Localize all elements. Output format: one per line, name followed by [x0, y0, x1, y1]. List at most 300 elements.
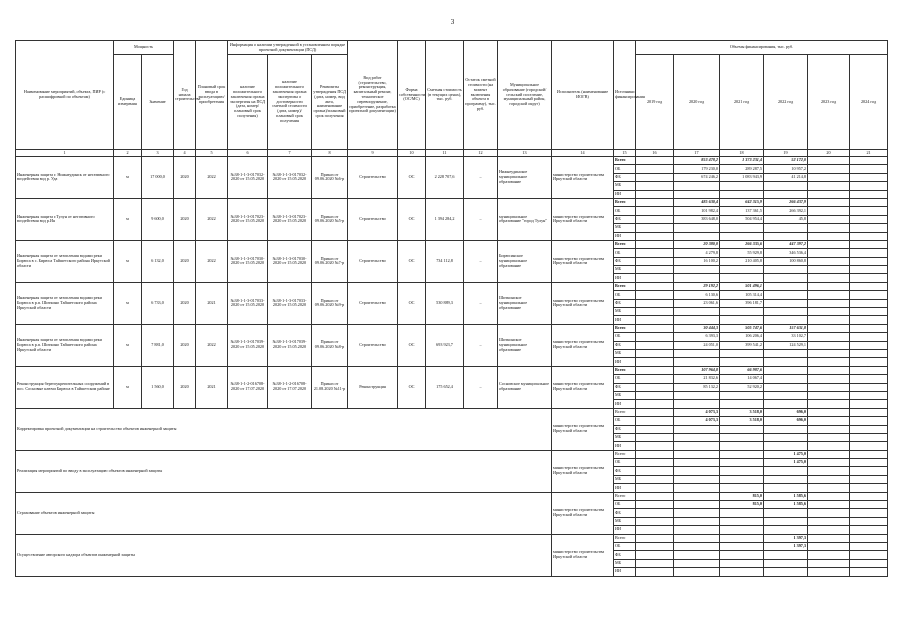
value-2019 — [636, 190, 674, 198]
value-2024 — [850, 341, 888, 349]
funding-source: МБ — [614, 391, 636, 399]
value-2024 — [850, 274, 888, 282]
value-2024 — [850, 157, 888, 165]
value-2022 — [764, 509, 808, 517]
value-2021 — [720, 559, 764, 567]
object-expertise: №38-1-1-2-016708-2020 от 17.07.2020 — [228, 366, 268, 408]
object-end-year: 2022 — [196, 157, 228, 199]
object-unit: м — [114, 324, 142, 366]
value-2020: 30 444,3 — [674, 324, 720, 332]
value-2023 — [808, 375, 850, 383]
program-table — [15, 40, 888, 577]
value-2021 — [720, 450, 764, 458]
object-executor: министерство строительства Иркутской области — [552, 240, 614, 282]
funding-source: Всего — [614, 450, 636, 458]
value-2024 — [850, 308, 888, 316]
value-2023 — [808, 450, 850, 458]
object-work-type: Строительство — [348, 198, 398, 240]
object-unit: м — [114, 366, 142, 408]
value-2022: 696,0 — [764, 408, 808, 416]
value-2021 — [720, 308, 764, 316]
value-2021: 289 287,5 — [720, 165, 764, 173]
value-2022 — [764, 349, 808, 357]
value-2021: 396 181,7 — [720, 299, 764, 307]
column-number: 15 — [614, 150, 636, 157]
value-2019 — [636, 266, 674, 274]
value-2019 — [636, 249, 674, 257]
table-row — [16, 240, 888, 248]
column-number: 2 — [114, 150, 142, 157]
object-smeta: №38-1-1-3-017033-2020 от 15.05.2020 — [268, 282, 312, 324]
column-number: 9 — [348, 150, 398, 157]
value-2024 — [850, 207, 888, 215]
object-name: Инженерная защита г.Тулун от негативного воздействия вод р.Ия — [16, 198, 114, 240]
source-header: Источники финансирования — [614, 41, 636, 150]
year-header: 2020 год — [674, 55, 720, 150]
value-2023 — [808, 215, 850, 223]
object-smeta: №38-1-1-3-017030-2020 от 15.05.2020 — [268, 240, 312, 282]
value-2021 — [720, 526, 764, 534]
value-2020 — [674, 442, 720, 450]
value-2019 — [636, 492, 674, 500]
value-2024 — [850, 366, 888, 374]
object-rest: – — [464, 282, 498, 324]
object-start-year: 2020 — [174, 198, 196, 240]
funding-source: ОБ — [614, 291, 636, 299]
value-2022 — [764, 291, 808, 299]
funding-source: МБ — [614, 559, 636, 567]
value-2019 — [636, 517, 674, 525]
table-row — [16, 366, 888, 374]
value-2020: 20 380,0 — [674, 240, 720, 248]
value-2023 — [808, 198, 850, 206]
value-2024 — [850, 316, 888, 324]
value-2019 — [636, 467, 674, 475]
object-ownership: ОС — [398, 366, 426, 408]
value-2024 — [850, 349, 888, 357]
object-executor: министерство строительства Иркутской области — [552, 366, 614, 408]
value-2022 — [764, 282, 808, 290]
value-2022: 33 102,7 — [764, 333, 808, 341]
object-ownership: ОС — [398, 282, 426, 324]
object-capacity: 7 881,0 — [142, 324, 174, 366]
value-2020 — [674, 467, 720, 475]
approval-header: Реквизиты утверждения ПСД (дата, номер, вид акта, наименование органа)/плановый срок получения — [312, 55, 348, 150]
value-2021 — [720, 232, 764, 240]
value-2022 — [764, 383, 808, 391]
value-2024 — [850, 559, 888, 567]
value-2024 — [850, 509, 888, 517]
object-name: Реконструкция берегоукрепительных сооружений в пос. Сосновые ключи Бирюса в Тайшетском районе — [16, 366, 114, 408]
value-2020: 179 230,0 — [674, 165, 720, 173]
value-2023 — [808, 559, 850, 567]
value-2021: 642 315,9 — [720, 198, 764, 206]
value-2024 — [850, 408, 888, 416]
value-2021 — [720, 568, 764, 576]
value-2019 — [636, 450, 674, 458]
value-2024 — [850, 425, 888, 433]
value-2019 — [636, 198, 674, 206]
value-2024 — [850, 517, 888, 525]
value-2020: 674 246,2 — [674, 173, 720, 181]
rest-header: Остаток сметной стоимости (на момент включения объекта в программу), тыс. руб. — [464, 41, 498, 150]
funding-source: ФБ — [614, 551, 636, 559]
table-row — [16, 450, 888, 458]
value-2022 — [764, 559, 808, 567]
value-2023 — [808, 308, 850, 316]
value-2020: 23 061,6 — [674, 299, 720, 307]
object-cost: 734 112,8 — [426, 240, 464, 282]
value-2022: 1 585,6 — [764, 501, 808, 509]
value-2023 — [808, 442, 850, 450]
value-2023 — [808, 383, 850, 391]
funding-source: ИИ — [614, 358, 636, 366]
value-2023 — [808, 224, 850, 232]
value-2023 — [808, 417, 850, 425]
funding-source: ИИ — [614, 232, 636, 240]
value-2020 — [674, 484, 720, 492]
value-2022 — [764, 526, 808, 534]
value-2019 — [636, 534, 674, 542]
value-2019 — [636, 257, 674, 265]
object-name: Инженерная защита от затопления водами реки Бирюса в р.п. Шиткино Тайшетского района Иркутской области — [16, 324, 114, 366]
value-2023 — [808, 249, 850, 257]
column-number: 1 — [16, 150, 114, 157]
value-2024 — [850, 391, 888, 399]
object-municipality: муниципальное образование "город Тулун" — [498, 198, 552, 240]
year-header: 2024 год — [850, 55, 888, 150]
value-2024 — [850, 215, 888, 223]
value-2023 — [808, 475, 850, 483]
value-2023 — [808, 534, 850, 542]
funding-source: ФБ — [614, 383, 636, 391]
value-2024 — [850, 240, 888, 248]
value-2019 — [636, 391, 674, 399]
executor-header: Исполнитель (наименование ИОГВ) — [552, 41, 614, 150]
object-expertise: №38-1-1-3-017033-2020 от 15.05.2020 — [228, 282, 268, 324]
funding-source: МБ — [614, 433, 636, 441]
value-2024 — [850, 526, 888, 534]
value-2021: 106 206,4 — [720, 333, 764, 341]
funding-source: МБ — [614, 517, 636, 525]
value-2022: 266 392,1 — [764, 207, 808, 215]
table-row — [16, 157, 888, 165]
value-2023 — [808, 316, 850, 324]
value-2022 — [764, 391, 808, 399]
value-2021 — [720, 425, 764, 433]
object-start-year: 2020 — [174, 324, 196, 366]
value-2020 — [674, 534, 720, 542]
funding-source: ФБ — [614, 509, 636, 517]
value-2023 — [808, 349, 850, 357]
value-2021: 137 361,5 — [720, 207, 764, 215]
column-number: 8 — [312, 150, 348, 157]
funding-source: МБ — [614, 224, 636, 232]
year-header: 2023 год — [808, 55, 850, 150]
value-2019 — [636, 475, 674, 483]
value-2020 — [674, 450, 720, 458]
value-2020: 853 478,2 — [674, 157, 720, 165]
funding-source: ИИ — [614, 190, 636, 198]
funding-source: ОБ — [614, 375, 636, 383]
object-approval: Приказ от 09.06.2020 №9-р — [312, 282, 348, 324]
value-2021 — [720, 349, 764, 357]
value-2021: 3 518,0 — [720, 417, 764, 425]
value-2020: 107 964,8 — [674, 366, 720, 374]
value-2019 — [636, 551, 674, 559]
funding-source: ОБ — [614, 459, 636, 467]
column-number: 20 — [808, 150, 850, 157]
value-2022 — [764, 433, 808, 441]
value-2020 — [674, 224, 720, 232]
value-2024 — [850, 450, 888, 458]
column-number: 5 — [196, 150, 228, 157]
value-2019 — [636, 240, 674, 248]
column-number: 19 — [764, 150, 808, 157]
value-2024 — [850, 375, 888, 383]
column-numbers-row — [16, 150, 888, 157]
funding-source: ОБ — [614, 165, 636, 173]
value-2021 — [720, 517, 764, 525]
value-2024 — [850, 182, 888, 190]
value-2019 — [636, 224, 674, 232]
value-2024 — [850, 501, 888, 509]
value-2023 — [808, 425, 850, 433]
value-2021: 210 405,8 — [720, 257, 764, 265]
object-municipality: Бирюсинское муниципальное образование — [498, 240, 552, 282]
value-2021 — [720, 467, 764, 475]
value-2021 — [720, 542, 764, 550]
value-2021: 3 518,0 — [720, 408, 764, 416]
object-name: Инженерная защита от затопления водами реки Бирюса в с. Бирюса Тайшетского района Иркутской области — [16, 240, 114, 282]
value-2023 — [808, 274, 850, 282]
object-capacity: 6 132,0 — [142, 240, 174, 282]
value-2019 — [636, 157, 674, 165]
value-2023 — [808, 492, 850, 500]
value-2019 — [636, 232, 674, 240]
value-2021 — [720, 358, 764, 366]
value-2021: 14 067,4 — [720, 375, 764, 383]
funding-source: ОБ — [614, 249, 636, 257]
value-2022: 41 214,8 — [764, 173, 808, 181]
end-year-header: Плановый срок ввода в эксплуатацию/приобретения — [196, 41, 228, 150]
object-unit: м — [114, 157, 142, 199]
value-2019 — [636, 442, 674, 450]
financing-header: Объемы финансирования, тыс. руб. — [636, 41, 888, 55]
funding-source: МБ — [614, 308, 636, 316]
funding-source: Всего — [614, 492, 636, 500]
value-2019 — [636, 542, 674, 550]
year-header: 2022 год — [764, 55, 808, 150]
value-2020: 24 051,0 — [674, 341, 720, 349]
value-2019 — [636, 383, 674, 391]
value-2020: 383 648,0 — [674, 215, 720, 223]
value-2023 — [808, 542, 850, 550]
value-2019 — [636, 341, 674, 349]
object-rest: – — [464, 157, 498, 199]
value-2019 — [636, 425, 674, 433]
value-2020 — [674, 475, 720, 483]
object-cost: 1 394 284,2 — [426, 198, 464, 240]
funding-source: Всего — [614, 157, 636, 165]
value-2019 — [636, 215, 674, 223]
column-number: 7 — [268, 150, 312, 157]
object-end-year: 2021 — [196, 366, 228, 408]
object-approval: Приказ от 09.06.2020 №7-р — [312, 240, 348, 282]
value-2019 — [636, 366, 674, 374]
value-header: Значение — [142, 55, 174, 150]
value-2019 — [636, 417, 674, 425]
value-2020: 6 393,3 — [674, 333, 720, 341]
expertise-header: наличие положительного заключения органа экспертизы на ПСД (дата, номер/плановый срок получения) — [228, 55, 268, 150]
page-number: 3 — [450, 18, 455, 26]
value-2021: 52 920,2 — [720, 383, 764, 391]
value-2021 — [720, 391, 764, 399]
value-2019 — [636, 484, 674, 492]
value-2020: 485 630,4 — [674, 198, 720, 206]
value-2022 — [764, 517, 808, 525]
value-2022 — [764, 442, 808, 450]
value-2023 — [808, 517, 850, 525]
value-2021 — [720, 442, 764, 450]
column-number: 21 — [850, 150, 888, 157]
start-year-header: Год начала строительства — [174, 41, 196, 150]
value-2020: 6 130,6 — [674, 291, 720, 299]
value-2023 — [808, 282, 850, 290]
object-capacity: 17 000,0 — [142, 157, 174, 199]
funding-source: МБ — [614, 349, 636, 357]
object-work-type: Строительство — [348, 282, 398, 324]
value-2022: 696,0 — [764, 417, 808, 425]
object-start-year: 2020 — [174, 282, 196, 324]
value-2019 — [636, 349, 674, 357]
object-smeta: №38-1-1-2-016708-2020 от 17.07.2020 — [268, 366, 312, 408]
value-2022: 124 529,1 — [764, 341, 808, 349]
object-cost: 693 923,7 — [426, 324, 464, 366]
value-2021: 505 747,6 — [720, 324, 764, 332]
table-row — [16, 492, 888, 500]
value-2022: 346 536,4 — [764, 249, 808, 257]
value-2021: 504 954,4 — [720, 215, 764, 223]
object-cost: 2 228 707,6 — [426, 157, 464, 199]
value-2019 — [636, 358, 674, 366]
unit-header: Единица измерения — [114, 55, 142, 150]
funding-source: ФБ — [614, 299, 636, 307]
funding-source: Всего — [614, 240, 636, 248]
funding-source: МБ — [614, 475, 636, 483]
value-2022: 266 437,9 — [764, 198, 808, 206]
object-work-type: Реконструкция — [348, 366, 398, 408]
value-2022: 45,8 — [764, 215, 808, 223]
value-2023 — [808, 257, 850, 265]
table-row — [16, 282, 888, 290]
value-2019 — [636, 333, 674, 341]
value-2023 — [808, 568, 850, 576]
value-2024 — [850, 324, 888, 332]
value-2022: 1 397,3 — [764, 534, 808, 542]
value-2022: 1 475,0 — [764, 450, 808, 458]
value-2024 — [850, 249, 888, 257]
value-2024 — [850, 400, 888, 408]
funding-source: ИИ — [614, 316, 636, 324]
value-2024 — [850, 542, 888, 550]
value-2019 — [636, 568, 674, 576]
funding-source: ФБ — [614, 257, 636, 265]
value-2024 — [850, 232, 888, 240]
activity-executor: министерство строительства Иркутской области — [552, 492, 614, 534]
value-2023 — [808, 467, 850, 475]
activity-name: Страхование объектов инженерной защиты — [16, 492, 552, 534]
value-2020: 4 073,3 — [674, 408, 720, 416]
value-2019 — [636, 316, 674, 324]
value-2024 — [850, 568, 888, 576]
work-type-header: Вид работ (строительство, реконструкция, капитальный ремонт, техническое перевооружение, приобретение, разработка проектной документации) — [348, 41, 398, 150]
object-cost: 175 652,4 — [426, 366, 464, 408]
funding-source: ОБ — [614, 501, 636, 509]
value-2024 — [850, 190, 888, 198]
value-2022 — [764, 358, 808, 366]
object-smeta: №38-1-1-3-017032-2020 от 15.05.2020 — [268, 157, 312, 199]
object-name: Инженерная защита от затопления водами реки Бирюса в р.п. Шиткино Тайшетского района Иркутской области — [16, 282, 114, 324]
value-2019 — [636, 291, 674, 299]
value-2022 — [764, 400, 808, 408]
value-2022 — [764, 467, 808, 475]
value-2021 — [720, 509, 764, 517]
value-2023 — [808, 391, 850, 399]
object-end-year: 2022 — [196, 240, 228, 282]
value-2019 — [636, 400, 674, 408]
value-2021: 1 083 943,9 — [720, 173, 764, 181]
object-rest: – — [464, 240, 498, 282]
value-2020 — [674, 232, 720, 240]
funding-source: МБ — [614, 182, 636, 190]
value-2022 — [764, 299, 808, 307]
value-2020 — [674, 316, 720, 324]
value-2024 — [850, 333, 888, 341]
object-ownership: ОС — [398, 324, 426, 366]
value-2021 — [720, 224, 764, 232]
value-2021 — [720, 274, 764, 282]
object-work-type: Строительство — [348, 157, 398, 199]
column-number: 11 — [426, 150, 464, 157]
value-2022 — [764, 232, 808, 240]
value-2020: 101 982,4 — [674, 207, 720, 215]
object-municipality: Шиткинское муниципальное образование — [498, 282, 552, 324]
value-2020: 29 192,2 — [674, 282, 720, 290]
object-capacity: 1 560,0 — [142, 366, 174, 408]
object-executor: министерство строительства Иркутской области — [552, 282, 614, 324]
value-2023 — [808, 341, 850, 349]
value-2023 — [808, 207, 850, 215]
column-number: 14 — [552, 150, 614, 157]
column-number: 12 — [464, 150, 498, 157]
value-2020 — [674, 274, 720, 282]
funding-source: ИИ — [614, 400, 636, 408]
municipality-header: Муниципальное образование (городской/сельский поселение, муниципальный район, городской округ) — [498, 41, 552, 150]
value-2024 — [850, 257, 888, 265]
funding-source: ФБ — [614, 215, 636, 223]
value-2020: 4 073,3 — [674, 417, 720, 425]
value-2020 — [674, 501, 720, 509]
value-2024 — [850, 358, 888, 366]
value-2021: 815,0 — [720, 501, 764, 509]
value-2020 — [674, 517, 720, 525]
object-smeta: №38-1-1-3-017039-2020 от 15.05.2020 — [268, 324, 312, 366]
funding-source: ОБ — [614, 417, 636, 425]
table-row — [16, 324, 888, 332]
column-number: 16 — [636, 150, 674, 157]
value-2019 — [636, 282, 674, 290]
